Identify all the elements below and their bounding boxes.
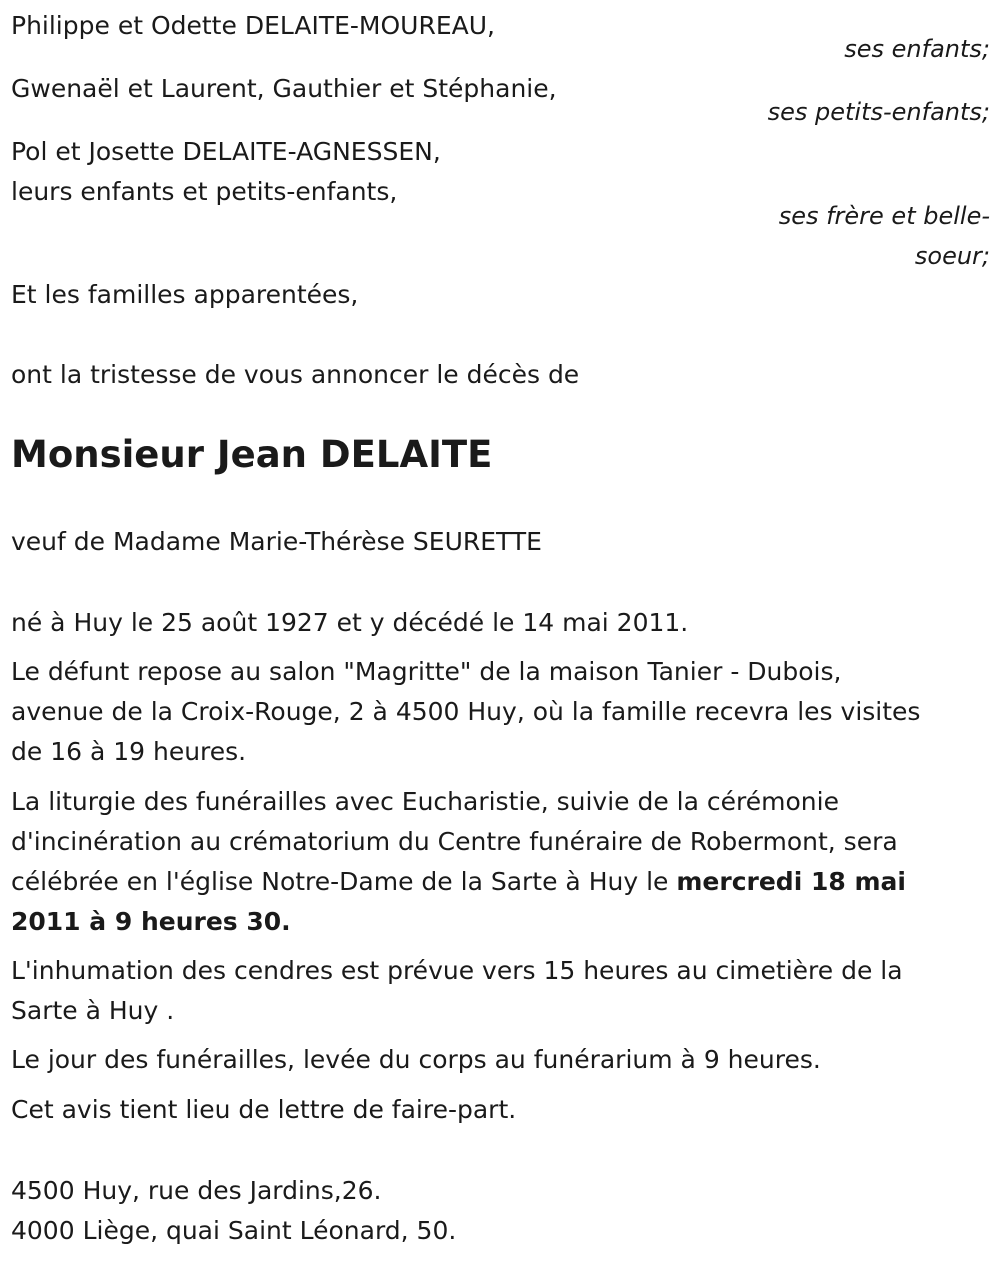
grandchildren-names: Gwenaël et Laurent, Gauthier et Stéphanie,	[11, 74, 557, 103]
announcement-intro: ont la tristesse de vous annoncer le décès de	[11, 360, 580, 389]
ceremony-date: mercredi 18 mai	[676, 867, 906, 896]
sibling-descendants: leurs enfants et petits-enfants,	[11, 177, 398, 206]
children-role: ses enfants;	[844, 35, 990, 63]
notice: Cet avis tient lieu de lettre de faire-part.	[11, 1095, 517, 1124]
sibling-names: Pol et Josette DELAITE-AGNESSEN,	[11, 137, 441, 166]
ceremony-line3-regular: célébrée en l'église Notre-Dame de la Sarte à Huy le	[11, 867, 677, 896]
ceremony-time: 2011 à 9 heures 30.	[11, 907, 291, 936]
ceremony-line4	[11, 902, 291, 942]
visitation-line3: de 16 à 19 heures.	[11, 737, 247, 766]
relatives: Et les familles apparentées,	[11, 280, 359, 309]
visitation-line2: avenue de la Croix-Rouge, 2 à 4500 Huy, où la famille recevra les visites	[11, 697, 921, 726]
grandchildren-role: ses petits-enfants;	[767, 98, 990, 126]
sibling-role-line2: soeur;	[914, 242, 990, 270]
ceremony-line1: La liturgie des funérailles avec Eucharistie, suivie de la cérémonie	[11, 787, 839, 816]
children-names: Philippe et Odette DELAITE-MOUREAU,	[11, 11, 495, 40]
birth-death: né à Huy le 25 août 1927 et y décédé le 14 mai 2011.	[11, 608, 689, 637]
address-liege: 4000 Liège, quai Saint Léonard, 50.	[11, 1216, 457, 1245]
burial-line1: L'inhumation des cendres est prévue vers 15 heures au cimetière de la	[11, 956, 903, 985]
visitation-line1: Le défunt repose au salon "Magritte" de la maison Tanier - Dubois,	[11, 657, 842, 686]
ceremony-line3	[11, 862, 906, 902]
burial-line2: Sarte à Huy .	[11, 996, 175, 1025]
address-huy: 4500 Huy, rue des Jardins,26.	[11, 1176, 382, 1205]
sibling-role-line1: ses frère et belle-	[778, 202, 990, 230]
widower-of: veuf de Madame Marie-Thérèse SEURETTE	[11, 527, 542, 556]
deceased-name: Monsieur Jean DELAITE	[11, 433, 493, 476]
funeral-day: Le jour des funérailles, levée du corps au funérarium à 9 heures.	[11, 1045, 821, 1074]
ceremony-line2: d'incinération au crématorium du Centre funéraire de Robermont, sera	[11, 827, 898, 856]
